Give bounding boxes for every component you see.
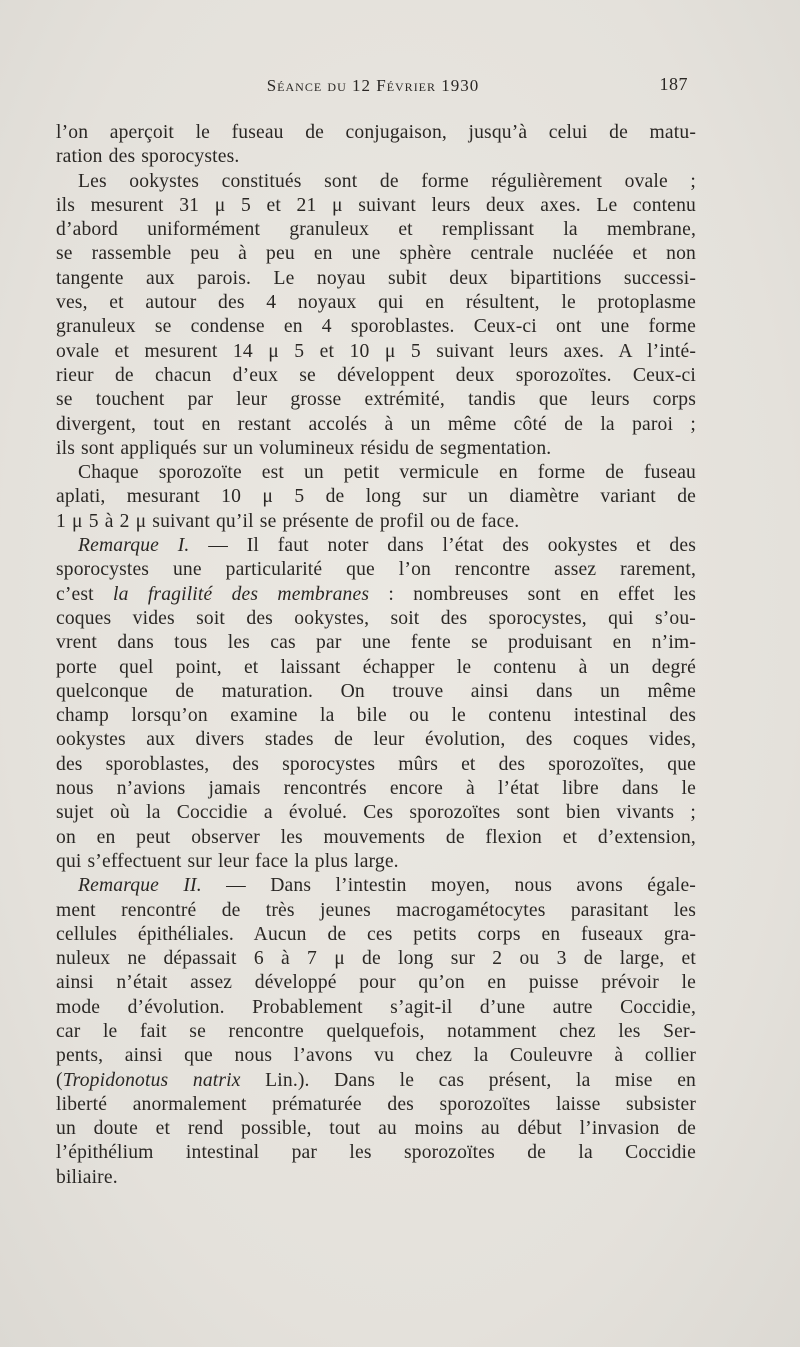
species-name: Tropidonotus natrix [62,1069,241,1091]
page-header [58,74,688,100]
text-line: porte quel point, et laissant échapper le contenu à un degré [56,656,696,678]
text-line: des sporoblastes, des sporocystes mûrs et des sporozoïtes, que [56,753,696,775]
page-number: 187 [659,74,688,94]
text-line: car le fait se rencontre quelquefois, notamment chez les Ser- [56,1020,696,1042]
text-line: l’on aperçoit le fuseau de conjugaison, jusqu’à celui de matu- [56,122,696,143]
text-line: l’épithélium intestinal par les sporozoïtes de la Coccidie [56,1142,696,1164]
text-line: ovale et mesurent 14 μ 5 et 10 μ 5 suivant leurs axes. A l’inté- [56,340,696,362]
text-line: granuleux se condense en 4 sporoblastes. Ceux-ci ont une forme [56,316,696,338]
text-line: rieur de chacun d’eux se développent deux sporozoïtes. Ceux-ci [56,364,696,386]
text-line: vrent dans tous les cas par une fente se produisant en n’im- [56,632,696,654]
text-line: on en peut observer les mouvements de flexion et d’extension, [56,826,696,848]
text-line: ainsi n’était assez développé pour qu’on en puisse prévoir le [56,972,696,994]
running-title: Séance du 12 Février 1930 [266,76,480,95]
text-segment: Lin.). Dans le cas présent, la mise en [265,1069,696,1091]
fragility-line [56,583,696,607]
text-line: ment rencontré de très jeunes macrogamétocytes parasitant les [56,899,696,921]
text-line: divergent, tout en restant accolés à un même côté de la paroi ; [56,413,696,435]
text-segment: c’est [56,583,94,605]
text-segment: — Il faut noter dans l’état des ookystes et des [208,535,696,557]
text-line: pents, ainsi que nous l’avons vu chez la Couleuvre à collier [56,1045,696,1067]
remarque-1-label: Remarque I. [78,535,190,557]
text-line: ookystes aux divers stades de leur évolution, des coques vides, [56,729,696,751]
text-line: aplati, mesurant 10 μ 5 de long sur un diamètre variant de [56,486,696,508]
italic-phrase: la fragilité des membranes [113,583,370,605]
text-line: nous n’avions jamais rencontrés encore à l’état libre dans le [56,778,696,800]
remarque-2-line [56,874,696,898]
text-line: se touchent par leur grosse extrémité, tandis que leurs corps [56,389,696,411]
text-line: un doute et rend possible, tout au moins au début l’invasion de [56,1118,696,1140]
body-text [56,121,696,1190]
text-line: mode d’évolution. Probablement s’agit-il d’une autre Coccidie, [56,996,696,1018]
text-line: ils mesurent 31 μ 5 et 21 μ suivant leurs deux axes. Le contenu [56,194,696,216]
text-line: liberté anormalement prématurée des sporozoïtes laisse subsister [56,1093,696,1115]
text-line: Chaque sporozoïte est un petit vermicule en forme de fuseau [78,462,696,484]
text-line: qui s’effectuent sur leur face la plus large. [56,850,399,872]
text-line: cellules épithéliales. Aucun de ces petits corps en fuseaux gra- [56,923,696,945]
text-line: ration des sporocystes. [56,146,240,168]
text-segment: — Dans l’intestin moyen, nous avons égale- [226,875,696,897]
text-line: nuleux ne dépassait 6 à 7 μ de long sur 2 ou 3 de large, et [56,948,696,970]
text-line: se rassemble peu à peu en une sphère centrale nucléée et non [56,243,696,265]
text-line: 1 μ 5 à 2 μ suivant qu’il se présente de profil ou de face. [56,510,520,532]
text-line: biliaire. [56,1166,118,1188]
text-line: coques vides soit des ookystes, soit des sporocystes, qui s’ou- [56,607,696,629]
remarque-2-label: Remarque II. [78,875,202,897]
text-line: sporocystes une particularité que l’on rencontre assez rarement, [56,559,696,581]
text-line: Les ookystes constitués sont de forme régulièrement ovale ; [78,170,696,192]
text-line: champ lorsqu’on examine la bile ou le contenu intestinal des [56,705,696,727]
text-line: quelconque de maturation. On trouve ainsi dans un même [56,680,696,702]
text-line: tangente aux parois. Le noyau subit deux bipartitions successi- [56,267,696,289]
text-line: sujet où la Coccidie a évolué. Ces sporozoïtes sont bien vivants ; [56,802,696,824]
text-line: d’abord uniformément granuleux et remplissant la membrane, [56,219,696,241]
species-line [56,1069,696,1093]
text-segment: : nombreuses sont en effet les [388,583,696,605]
text-segment: ( [56,1069,63,1091]
text-line: ils sont appliqués sur un volumineux résidu de segmentation. [56,437,552,459]
remarque-1-line [56,534,696,558]
text-line: ves, et autour des 4 noyaux qui en résultent, le protoplasme [56,292,696,314]
